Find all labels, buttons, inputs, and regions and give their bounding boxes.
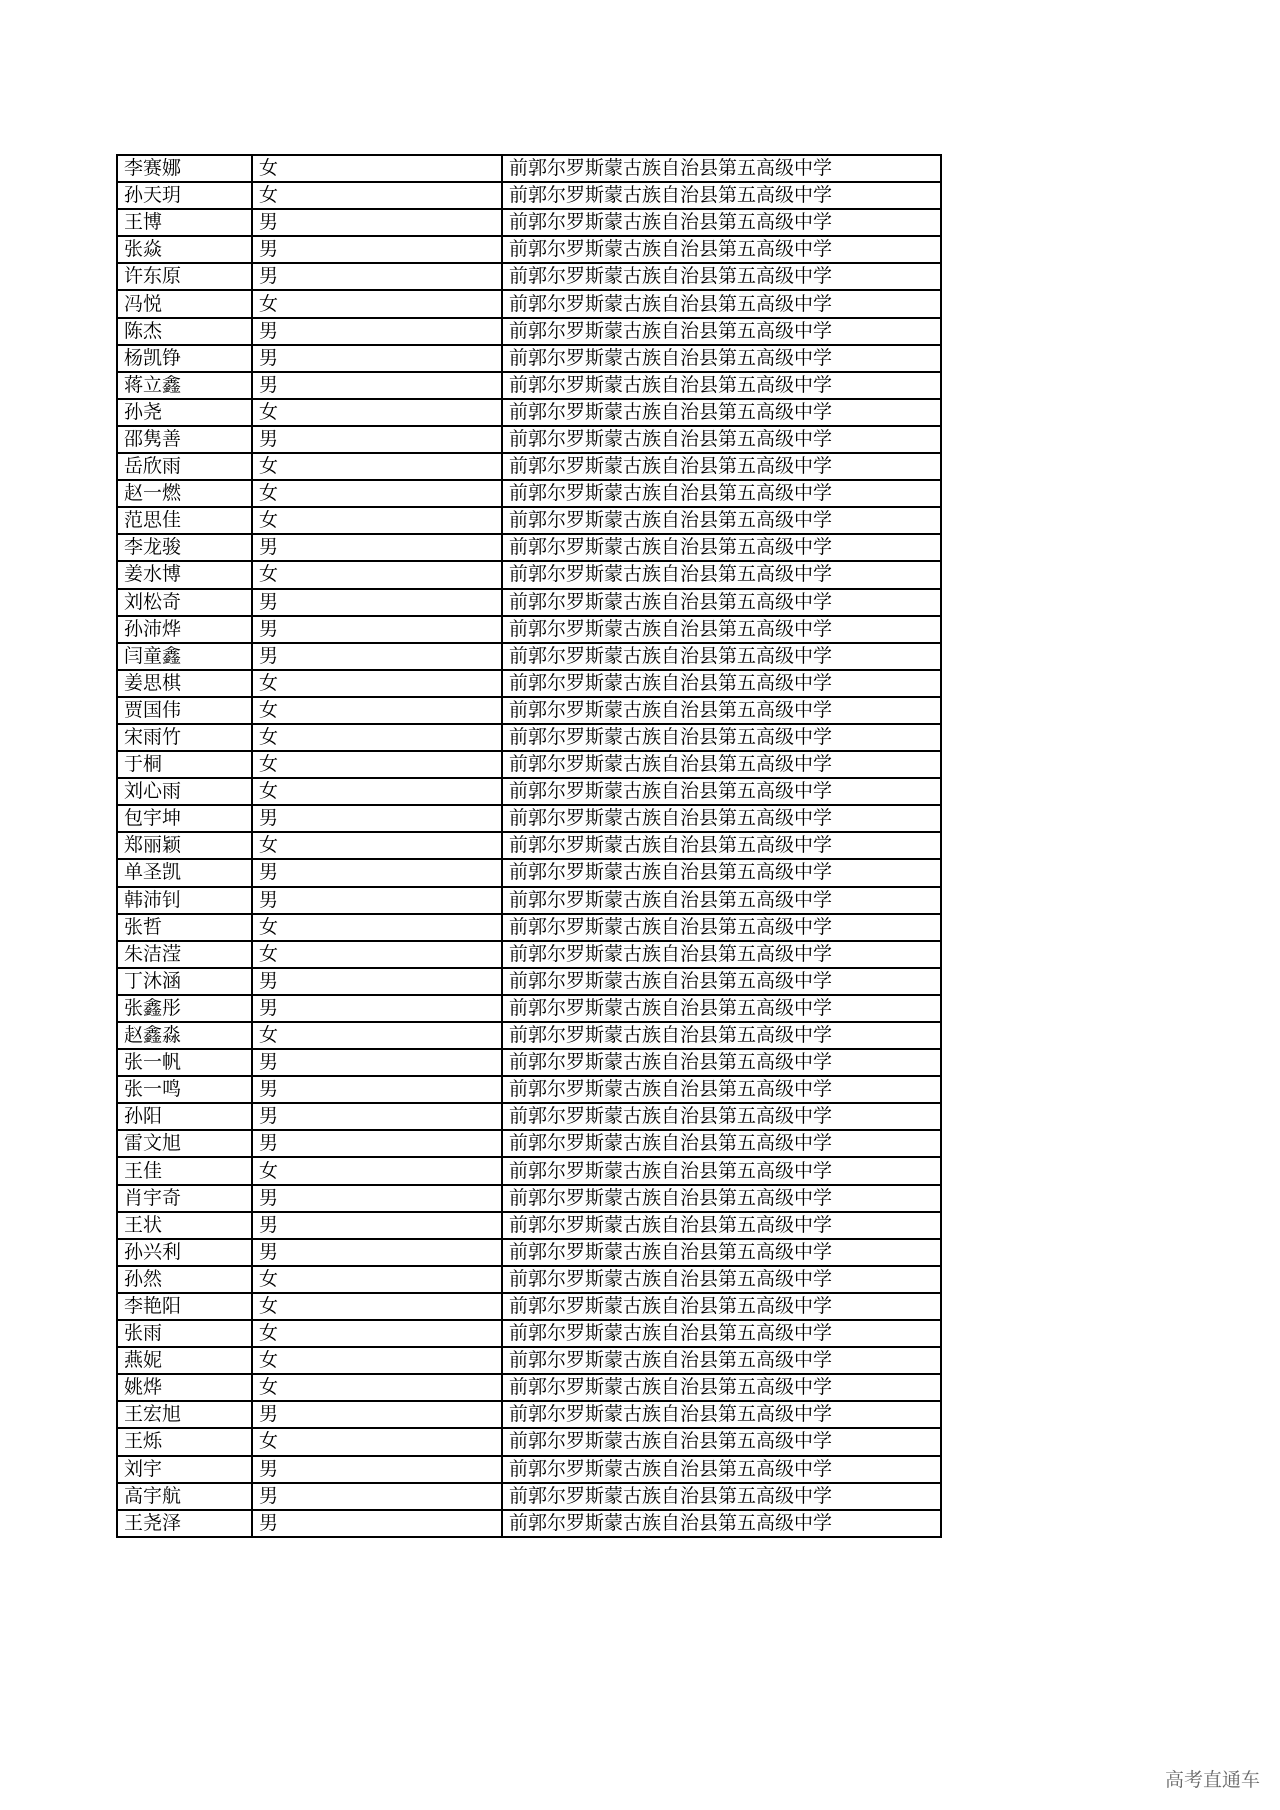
- table-row: [117, 589, 941, 616]
- table-row: [117, 914, 941, 941]
- student-name-cell: 刘松奇: [117, 589, 252, 616]
- student-school-cell: 前郭尔罗斯蒙古族自治县第五高级中学: [502, 399, 941, 426]
- student-school-cell: 前郭尔罗斯蒙古族自治县第五高级中学: [502, 1022, 941, 1049]
- student-school-cell: 前郭尔罗斯蒙古族自治县第五高级中学: [502, 1293, 941, 1320]
- table-row: [117, 1320, 941, 1347]
- student-school-cell: 前郭尔罗斯蒙古族自治县第五高级中学: [502, 480, 941, 507]
- student-gender-cell: 女: [252, 480, 502, 507]
- student-school-cell: 前郭尔罗斯蒙古族自治县第五高级中学: [502, 453, 941, 480]
- student-gender-cell: 男: [252, 1130, 502, 1157]
- student-name-cell: 高宇航: [117, 1483, 252, 1510]
- student-school-cell: 前郭尔罗斯蒙古族自治县第五高级中学: [502, 1347, 941, 1374]
- student-name-cell: 姜思棋: [117, 670, 252, 697]
- student-name-cell: 孙兴利: [117, 1239, 252, 1266]
- table-row: [117, 1374, 941, 1401]
- student-name-cell: 蒋立鑫: [117, 372, 252, 399]
- student-gender-cell: 男: [252, 1456, 502, 1483]
- table-row: [117, 1347, 941, 1374]
- student-school-cell: 前郭尔罗斯蒙古族自治县第五高级中学: [502, 1049, 941, 1076]
- table-row: [117, 1157, 941, 1184]
- table-row: [117, 1212, 941, 1239]
- student-name-cell: 赵鑫淼: [117, 1022, 252, 1049]
- table-row: [117, 263, 941, 290]
- student-roster-table: [116, 154, 942, 1538]
- student-name-cell: 范思佳: [117, 507, 252, 534]
- student-school-cell: 前郭尔罗斯蒙古族自治县第五高级中学: [502, 426, 941, 453]
- student-gender-cell: 男: [252, 263, 502, 290]
- student-gender-cell: 男: [252, 426, 502, 453]
- table-row: [117, 616, 941, 643]
- student-gender-cell: 女: [252, 507, 502, 534]
- student-school-cell: 前郭尔罗斯蒙古族自治县第五高级中学: [502, 236, 941, 263]
- table-row: [117, 805, 941, 832]
- student-name-cell: 闫童鑫: [117, 643, 252, 670]
- student-school-cell: 前郭尔罗斯蒙古族自治县第五高级中学: [502, 832, 941, 859]
- student-school-cell: 前郭尔罗斯蒙古族自治县第五高级中学: [502, 1483, 941, 1510]
- student-school-cell: 前郭尔罗斯蒙古族自治县第五高级中学: [502, 724, 941, 751]
- student-gender-cell: 女: [252, 1157, 502, 1184]
- student-gender-cell: 男: [252, 345, 502, 372]
- student-school-cell: 前郭尔罗斯蒙古族自治县第五高级中学: [502, 1428, 941, 1455]
- student-name-cell: 雷文旭: [117, 1130, 252, 1157]
- student-name-cell: 张一鸣: [117, 1076, 252, 1103]
- table-row: [117, 534, 941, 561]
- table-row: [117, 859, 941, 886]
- student-gender-cell: 男: [252, 1212, 502, 1239]
- table-row: [117, 1239, 941, 1266]
- student-school-cell: 前郭尔罗斯蒙古族自治县第五高级中学: [502, 941, 941, 968]
- student-gender-cell: 男: [252, 968, 502, 995]
- student-name-cell: 赵一燃: [117, 480, 252, 507]
- table-row: [117, 968, 941, 995]
- table-row: [117, 1022, 941, 1049]
- table-row: [117, 1293, 941, 1320]
- student-school-cell: 前郭尔罗斯蒙古族自治县第五高级中学: [502, 1510, 941, 1537]
- student-name-cell: 宋雨竹: [117, 724, 252, 751]
- table-row: [117, 1483, 941, 1510]
- table-row: [117, 507, 941, 534]
- student-school-cell: 前郭尔罗斯蒙古族自治县第五高级中学: [502, 1076, 941, 1103]
- student-gender-cell: 女: [252, 561, 502, 588]
- student-name-cell: 王佳: [117, 1157, 252, 1184]
- student-gender-cell: 男: [252, 1049, 502, 1076]
- student-school-cell: 前郭尔罗斯蒙古族自治县第五高级中学: [502, 1320, 941, 1347]
- student-school-cell: 前郭尔罗斯蒙古族自治县第五高级中学: [502, 561, 941, 588]
- student-name-cell: 贾国伟: [117, 697, 252, 724]
- student-name-cell: 张哲: [117, 914, 252, 941]
- student-school-cell: 前郭尔罗斯蒙古族自治县第五高级中学: [502, 805, 941, 832]
- table-row: [117, 995, 941, 1022]
- student-name-cell: 岳欣雨: [117, 453, 252, 480]
- student-name-cell: 李龙骏: [117, 534, 252, 561]
- student-school-cell: 前郭尔罗斯蒙古族自治县第五高级中学: [502, 859, 941, 886]
- student-gender-cell: 男: [252, 805, 502, 832]
- student-gender-cell: 女: [252, 290, 502, 317]
- student-name-cell: 张一帆: [117, 1049, 252, 1076]
- student-school-cell: 前郭尔罗斯蒙古族自治县第五高级中学: [502, 372, 941, 399]
- student-gender-cell: 女: [252, 914, 502, 941]
- student-school-cell: 前郭尔罗斯蒙古族自治县第五高级中学: [502, 155, 941, 182]
- table-row: [117, 426, 941, 453]
- student-school-cell: 前郭尔罗斯蒙古族自治县第五高级中学: [502, 914, 941, 941]
- student-school-cell: 前郭尔罗斯蒙古族自治县第五高级中学: [502, 887, 941, 914]
- table-row: [117, 1428, 941, 1455]
- student-gender-cell: 女: [252, 182, 502, 209]
- student-name-cell: 孙沛烨: [117, 616, 252, 643]
- student-gender-cell: 女: [252, 724, 502, 751]
- student-gender-cell: 男: [252, 318, 502, 345]
- table-row: [117, 1130, 941, 1157]
- student-name-cell: 王博: [117, 209, 252, 236]
- student-name-cell: 郑丽颖: [117, 832, 252, 859]
- student-gender-cell: 男: [252, 589, 502, 616]
- table-row: [117, 290, 941, 317]
- table-row: [117, 561, 941, 588]
- student-name-cell: 陈杰: [117, 318, 252, 345]
- table-row: [117, 345, 941, 372]
- student-gender-cell: 男: [252, 534, 502, 561]
- student-name-cell: 邵隽善: [117, 426, 252, 453]
- student-school-cell: 前郭尔罗斯蒙古族自治县第五高级中学: [502, 1130, 941, 1157]
- student-gender-cell: 男: [252, 995, 502, 1022]
- student-gender-cell: 女: [252, 832, 502, 859]
- student-gender-cell: 女: [252, 1293, 502, 1320]
- student-name-cell: 李赛娜: [117, 155, 252, 182]
- table-row: [117, 372, 941, 399]
- student-gender-cell: 男: [252, 1076, 502, 1103]
- table-row: [117, 1185, 941, 1212]
- table-row: [117, 155, 941, 182]
- student-school-cell: 前郭尔罗斯蒙古族自治县第五高级中学: [502, 670, 941, 697]
- student-name-cell: 丁沐涵: [117, 968, 252, 995]
- table-row: [117, 453, 941, 480]
- table-row: [117, 697, 941, 724]
- student-gender-cell: 男: [252, 1483, 502, 1510]
- student-school-cell: 前郭尔罗斯蒙古族自治县第五高级中学: [502, 1374, 941, 1401]
- student-school-cell: 前郭尔罗斯蒙古族自治县第五高级中学: [502, 182, 941, 209]
- student-school-cell: 前郭尔罗斯蒙古族自治县第五高级中学: [502, 209, 941, 236]
- student-school-cell: 前郭尔罗斯蒙古族自治县第五高级中学: [502, 968, 941, 995]
- student-gender-cell: 男: [252, 209, 502, 236]
- table-row: [117, 778, 941, 805]
- student-name-cell: 刘宇: [117, 1456, 252, 1483]
- student-gender-cell: 女: [252, 778, 502, 805]
- student-gender-cell: 女: [252, 941, 502, 968]
- table-row: [117, 1456, 941, 1483]
- student-gender-cell: 女: [252, 453, 502, 480]
- student-gender-cell: 男: [252, 1103, 502, 1130]
- student-gender-cell: 女: [252, 1428, 502, 1455]
- table-row: [117, 1401, 941, 1428]
- table-row: [117, 399, 941, 426]
- table-row: [117, 1049, 941, 1076]
- student-gender-cell: 男: [252, 887, 502, 914]
- student-name-cell: 朱洁滢: [117, 941, 252, 968]
- table-row: [117, 670, 941, 697]
- student-gender-cell: 男: [252, 616, 502, 643]
- watermark-text: 高考直通车: [1164, 1769, 1260, 1791]
- student-name-cell: 孙然: [117, 1266, 252, 1293]
- table-row: [117, 643, 941, 670]
- student-name-cell: 孙天玥: [117, 182, 252, 209]
- student-school-cell: 前郭尔罗斯蒙古族自治县第五高级中学: [502, 1456, 941, 1483]
- student-name-cell: 肖宇奇: [117, 1185, 252, 1212]
- student-name-cell: 韩沛钊: [117, 887, 252, 914]
- student-gender-cell: 男: [252, 372, 502, 399]
- roster-body: [117, 155, 941, 1537]
- student-gender-cell: 女: [252, 1374, 502, 1401]
- student-name-cell: 张焱: [117, 236, 252, 263]
- student-gender-cell: 女: [252, 1022, 502, 1049]
- student-gender-cell: 女: [252, 751, 502, 778]
- student-school-cell: 前郭尔罗斯蒙古族自治县第五高级中学: [502, 1401, 941, 1428]
- table-row: [117, 887, 941, 914]
- table-row: [117, 1266, 941, 1293]
- student-name-cell: 燕妮: [117, 1347, 252, 1374]
- table-row: [117, 1076, 941, 1103]
- table-row: [117, 480, 941, 507]
- student-school-cell: 前郭尔罗斯蒙古族自治县第五高级中学: [502, 263, 941, 290]
- student-gender-cell: 女: [252, 155, 502, 182]
- table-row: [117, 209, 941, 236]
- student-name-cell: 姜水博: [117, 561, 252, 588]
- student-school-cell: 前郭尔罗斯蒙古族自治县第五高级中学: [502, 778, 941, 805]
- table-row: [117, 832, 941, 859]
- student-gender-cell: 女: [252, 697, 502, 724]
- student-name-cell: 孙阳: [117, 1103, 252, 1130]
- student-school-cell: 前郭尔罗斯蒙古族自治县第五高级中学: [502, 345, 941, 372]
- student-name-cell: 刘心雨: [117, 778, 252, 805]
- student-gender-cell: 男: [252, 643, 502, 670]
- student-name-cell: 冯悦: [117, 290, 252, 317]
- student-name-cell: 王状: [117, 1212, 252, 1239]
- student-gender-cell: 女: [252, 1320, 502, 1347]
- student-gender-cell: 男: [252, 236, 502, 263]
- student-gender-cell: 男: [252, 1239, 502, 1266]
- table-row: [117, 1510, 941, 1537]
- table-row: [117, 751, 941, 778]
- student-school-cell: 前郭尔罗斯蒙古族自治县第五高级中学: [502, 589, 941, 616]
- student-name-cell: 许东原: [117, 263, 252, 290]
- student-name-cell: 王尧泽: [117, 1510, 252, 1537]
- student-name-cell: 王宏旭: [117, 1401, 252, 1428]
- student-school-cell: 前郭尔罗斯蒙古族自治县第五高级中学: [502, 534, 941, 561]
- student-name-cell: 姚烨: [117, 1374, 252, 1401]
- student-school-cell: 前郭尔罗斯蒙古族自治县第五高级中学: [502, 1266, 941, 1293]
- student-name-cell: 杨凯铮: [117, 345, 252, 372]
- student-school-cell: 前郭尔罗斯蒙古族自治县第五高级中学: [502, 318, 941, 345]
- student-name-cell: 张雨: [117, 1320, 252, 1347]
- student-school-cell: 前郭尔罗斯蒙古族自治县第五高级中学: [502, 290, 941, 317]
- student-name-cell: 张鑫彤: [117, 995, 252, 1022]
- student-name-cell: 包宇坤: [117, 805, 252, 832]
- student-school-cell: 前郭尔罗斯蒙古族自治县第五高级中学: [502, 1103, 941, 1130]
- table-row: [117, 941, 941, 968]
- student-gender-cell: 男: [252, 1185, 502, 1212]
- table-row: [117, 724, 941, 751]
- student-school-cell: 前郭尔罗斯蒙古族自治县第五高级中学: [502, 697, 941, 724]
- student-name-cell: 李艳阳: [117, 1293, 252, 1320]
- student-gender-cell: 男: [252, 1401, 502, 1428]
- table-row: [117, 1103, 941, 1130]
- student-school-cell: 前郭尔罗斯蒙古族自治县第五高级中学: [502, 1157, 941, 1184]
- table-row: [117, 236, 941, 263]
- student-gender-cell: 男: [252, 859, 502, 886]
- student-gender-cell: 男: [252, 1510, 502, 1537]
- student-school-cell: 前郭尔罗斯蒙古族自治县第五高级中学: [502, 751, 941, 778]
- student-name-cell: 于桐: [117, 751, 252, 778]
- table-row: [117, 182, 941, 209]
- student-school-cell: 前郭尔罗斯蒙古族自治县第五高级中学: [502, 1185, 941, 1212]
- student-name-cell: 孙尧: [117, 399, 252, 426]
- student-gender-cell: 女: [252, 1266, 502, 1293]
- student-name-cell: 单圣凯: [117, 859, 252, 886]
- student-gender-cell: 女: [252, 1347, 502, 1374]
- student-name-cell: 王烁: [117, 1428, 252, 1455]
- student-school-cell: 前郭尔罗斯蒙古族自治县第五高级中学: [502, 616, 941, 643]
- student-school-cell: 前郭尔罗斯蒙古族自治县第五高级中学: [502, 643, 941, 670]
- student-gender-cell: 女: [252, 670, 502, 697]
- student-school-cell: 前郭尔罗斯蒙古族自治县第五高级中学: [502, 1212, 941, 1239]
- student-school-cell: 前郭尔罗斯蒙古族自治县第五高级中学: [502, 995, 941, 1022]
- table-row: [117, 318, 941, 345]
- student-school-cell: 前郭尔罗斯蒙古族自治县第五高级中学: [502, 507, 941, 534]
- student-gender-cell: 女: [252, 399, 502, 426]
- student-school-cell: 前郭尔罗斯蒙古族自治县第五高级中学: [502, 1239, 941, 1266]
